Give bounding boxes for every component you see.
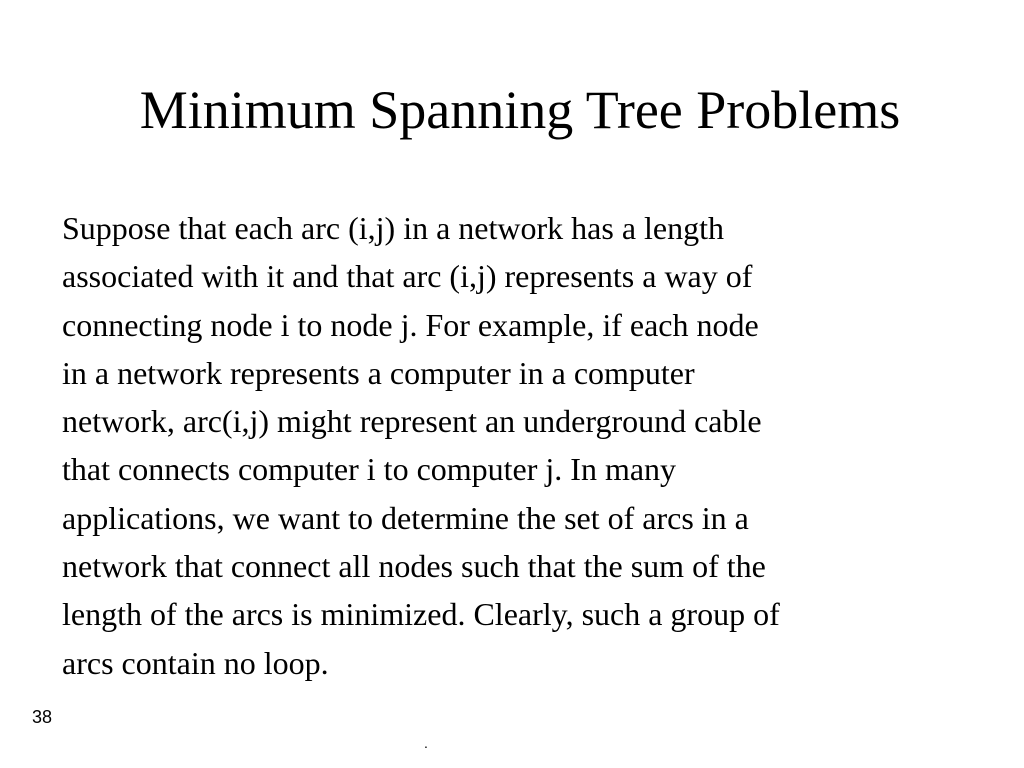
body-line: length of the arcs is minimized. Clearly, such a group of <box>62 596 780 633</box>
body-line: network that connect all nodes such that the sum of the <box>62 548 766 585</box>
body-line: in a network represents a computer in a computer <box>62 354 695 391</box>
footer-mark: . <box>424 735 428 751</box>
slide-title: Minimum Spanning Tree Problems <box>139 80 901 140</box>
body-line: Suppose that each arc (i,j) in a network has a length <box>62 210 724 246</box>
page-number: 38 <box>32 707 53 727</box>
body-line: arcs contain no loop. <box>62 644 329 681</box>
slide-body-paragraph <box>62 204 992 687</box>
body-line: applications, we want to determine the set of arcs in a <box>62 499 749 536</box>
body-line: associated with it and that arc (i,j) represents a way of <box>62 258 753 295</box>
body-line: connecting node i to node j. For example, if each node <box>62 306 759 343</box>
body-line: network, arc(i,j) might represent an underground cable <box>62 403 762 440</box>
body-line: that connects computer i to computer j. In many <box>62 451 677 488</box>
